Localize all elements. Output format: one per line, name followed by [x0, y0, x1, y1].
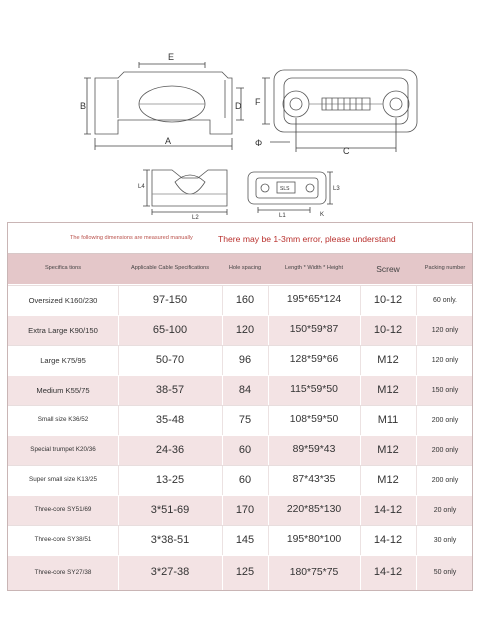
cell-spec: Three-core SY51/69 [34, 506, 92, 514]
technical-drawings [0, 0, 480, 222]
cell-spec: Three-core SY38/51 [34, 536, 92, 544]
spec-table [7, 222, 473, 591]
cell-screw: M12 [377, 353, 399, 366]
cell-spec: Small size K36/52 [37, 416, 89, 424]
cell-cable: 65-100 [152, 323, 188, 336]
cell-cable: 97-150 [152, 293, 188, 306]
cell-screw: M12 [377, 443, 399, 456]
label-L4: L4 [138, 184, 145, 190]
cell-lwh: 108*59*50 [289, 414, 339, 426]
table-row [8, 405, 472, 435]
cell-screw: 10-12 [373, 293, 403, 306]
table-row [8, 435, 472, 465]
table-row [8, 555, 472, 590]
cell-cable: 3*51-69 [150, 503, 190, 516]
cell-cable: 24-36 [155, 443, 185, 456]
cell-cable: 50-70 [155, 353, 185, 366]
cell-lwh: 87*43*35 [292, 474, 336, 486]
cell-screw: 14-12 [373, 503, 403, 516]
label-phi: Φ [255, 138, 263, 148]
cell-lwh: 180*75*75 [289, 566, 339, 578]
cell-cable: 3*38-51 [150, 533, 190, 546]
table-row [8, 525, 472, 555]
note-error-margin: There may be 1-3mm error, please understand [218, 234, 396, 244]
cell-pack: 120 only [431, 356, 459, 364]
header-packing-number: Packing number [424, 265, 466, 272]
cell-hole: 145 [235, 533, 255, 546]
cell-cable: 38-57 [155, 383, 185, 396]
cell-spec: Extra Large K90/150 [28, 325, 98, 335]
cell-pack: 20 only [433, 506, 457, 514]
header-lwh: Length * Width * Height [284, 265, 344, 272]
cell-spec: Medium K55/75 [36, 385, 90, 395]
label-L2: L2 [192, 215, 199, 221]
cell-pack: 30 only [433, 536, 457, 544]
table-row [8, 495, 472, 525]
cell-hole: 120 [235, 323, 255, 336]
cell-hole: 84 [238, 383, 252, 396]
cell-pack: 60 only. [433, 296, 457, 304]
label-F: F [255, 97, 261, 107]
cell-pack: 120 only [431, 326, 459, 334]
cell-screw: M11 [377, 413, 399, 426]
cell-lwh: 195*65*124 [286, 294, 342, 306]
cell-cable: 35-48 [155, 413, 185, 426]
cell-hole: 60 [238, 473, 252, 486]
cell-spec: Oversized K160/230 [28, 295, 98, 305]
front-view-drawing [84, 62, 244, 150]
cell-lwh: 128*59*66 [289, 354, 339, 366]
table-row [8, 315, 472, 345]
cell-pack: 50 only [433, 569, 457, 577]
plate-label: SLS [280, 186, 290, 192]
label-K: K [320, 212, 325, 218]
note-row [8, 223, 472, 254]
cell-hole: 60 [238, 443, 252, 456]
table-header [8, 254, 472, 285]
table-row [8, 375, 472, 405]
label-A: A [165, 136, 172, 146]
cell-pack: 200 only [431, 416, 459, 424]
label-E: E [168, 52, 175, 62]
header-hole-spacing: Hole spacing [228, 265, 262, 272]
cell-hole: 160 [235, 293, 255, 306]
cell-pack: 200 only [431, 476, 459, 484]
table-row [8, 465, 472, 495]
cell-hole: 170 [235, 503, 255, 516]
label-L3: L3 [333, 186, 340, 192]
cell-lwh: 220*85*130 [286, 504, 342, 516]
note-measured-manually: The following dimensions are measured manually [70, 235, 193, 241]
cell-hole: 125 [235, 566, 255, 579]
label-B: B [80, 101, 87, 111]
cell-spec: Super small size K13/25 [29, 476, 97, 484]
cell-screw: 14-12 [373, 533, 403, 546]
plate-drawing [248, 172, 333, 213]
cell-spec: Three-core SY27/38 [34, 568, 92, 576]
cell-lwh: 150*59*87 [289, 324, 339, 336]
cell-pack: 150 only [431, 386, 459, 394]
cell-screw: 14-12 [373, 566, 403, 579]
cell-pack: 200 only [431, 446, 459, 454]
cell-cable: 13-25 [155, 473, 185, 486]
cell-screw: M12 [377, 383, 399, 396]
cell-spec: Special trumpet K20/36 [30, 446, 96, 454]
cell-hole: 96 [238, 353, 252, 366]
cell-lwh: 195*80*100 [286, 534, 342, 546]
header-cable-specifications: Applicable Cable Specifications [130, 265, 210, 272]
label-C: C [343, 146, 350, 156]
cell-spec: Large K75/95 [40, 355, 86, 365]
label-L1: L1 [279, 213, 286, 219]
cell-lwh: 89*59*43 [292, 444, 336, 456]
side-view-drawing [262, 70, 417, 152]
cell-screw: 10-12 [373, 323, 403, 336]
header-screw: Screw [376, 263, 400, 274]
profile-drawing [143, 170, 227, 215]
table-row [8, 285, 472, 315]
header-specifications: Specifica tions [44, 265, 82, 272]
cell-lwh: 115*59*50 [290, 384, 338, 396]
cell-hole: 75 [238, 413, 252, 426]
cell-screw: M12 [377, 473, 399, 486]
label-D: D [235, 101, 242, 111]
table-row [8, 345, 472, 375]
cell-cable: 3*27-38 [150, 566, 190, 579]
